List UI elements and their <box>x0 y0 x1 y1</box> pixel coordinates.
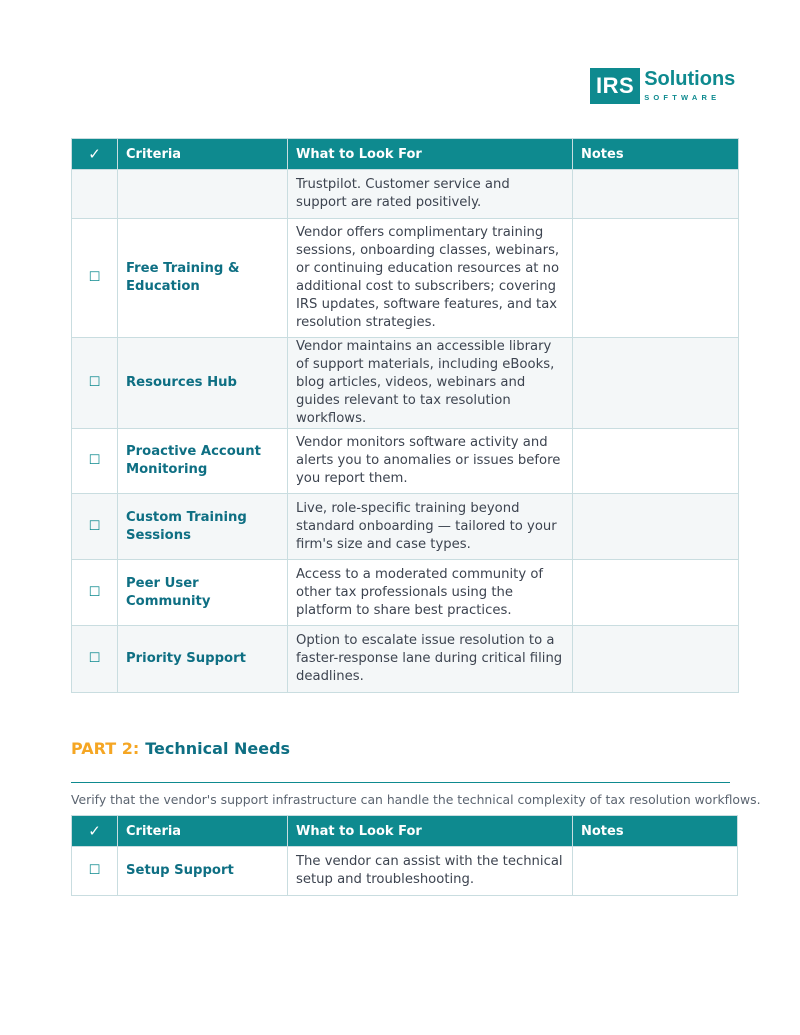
table-row <box>72 847 738 896</box>
table-header-row <box>72 139 739 170</box>
look-for-text: The vendor can assist with the technical setup and troubleshooting. <box>288 847 573 896</box>
checkbox[interactable]: ☐ <box>72 494 118 560</box>
look-for-text: Live, role-specific training beyond standard onboarding — tailored to your firm's size and case types. <box>288 494 573 560</box>
criteria-label: Proactive Account Monitoring <box>118 429 288 494</box>
look-for-text: Access to a moderated community of other tax professionals using the platform to share best practices. <box>288 560 573 626</box>
table-row <box>72 494 739 560</box>
check-column-header: ✓ <box>72 139 118 170</box>
notes-cell[interactable] <box>573 560 739 626</box>
checkbox[interactable]: ☐ <box>72 626 118 693</box>
table-row <box>72 626 739 693</box>
checkbox[interactable]: ☐ <box>72 429 118 494</box>
section-heading <box>71 739 290 758</box>
notes-column-header: Notes <box>573 139 739 170</box>
look-for-text: Vendor monitors software activity and alerts you to anomalies or issues before you report them. <box>288 429 573 494</box>
irs-solutions-logo <box>590 68 735 106</box>
table-row <box>72 170 739 219</box>
table-header-row <box>72 816 738 847</box>
criteria-label: Priority Support <box>118 626 288 693</box>
table-row <box>72 429 739 494</box>
checkbox[interactable]: ☐ <box>72 847 118 896</box>
section-intro: Verify that the vendor's support infrastructure can handle the technical complexity of tax resolution workflows. <box>71 792 761 807</box>
criteria-table-part1 <box>71 138 739 693</box>
check-column-header: ✓ <box>72 816 118 847</box>
look-for-text: Vendor offers complimentary training sessions, onboarding classes, webinars, or continuing education resources at no additional cost to subscribers; covering IRS updates, software features, and tax resolution strategies. <box>288 219 573 338</box>
look-for-text: Trustpilot. Customer service and support are rated positively. <box>288 170 573 219</box>
criteria-column-header: Criteria <box>118 816 288 847</box>
notes-cell[interactable] <box>573 219 739 338</box>
criteria-label: Custom Training Sessions <box>118 494 288 560</box>
part-label: PART 2: <box>71 739 140 758</box>
look-for-column-header: What to Look For <box>288 139 573 170</box>
logo-irs-box: IRS <box>590 68 640 104</box>
logo-wordmark: Solutions <box>644 68 736 90</box>
section-divider <box>71 782 730 783</box>
criteria-table-part2 <box>71 815 738 896</box>
criteria-label: Resources Hub <box>118 338 288 429</box>
criteria-column-header: Criteria <box>118 139 288 170</box>
notes-cell[interactable] <box>573 338 739 429</box>
notes-cell[interactable] <box>573 494 739 560</box>
criteria-label: Peer User Community <box>118 560 288 626</box>
notes-cell[interactable] <box>573 170 739 219</box>
checkbox[interactable]: ☐ <box>72 560 118 626</box>
look-for-text: Option to escalate issue resolution to a faster-response lane during critical filing deadlines. <box>288 626 573 693</box>
criteria-label <box>118 170 288 219</box>
logo-subtitle: SOFTWARE <box>644 93 721 102</box>
notes-column-header: Notes <box>573 816 738 847</box>
criteria-label: Free Training & Education <box>118 219 288 338</box>
checkbox[interactable]: ☐ <box>72 219 118 338</box>
checkbox <box>72 170 118 219</box>
part-name: Technical Needs <box>145 739 291 758</box>
notes-cell[interactable] <box>573 429 739 494</box>
look-for-column-header: What to Look For <box>288 816 573 847</box>
look-for-text: Vendor maintains an accessible library of support materials, including eBooks, blog articles, videos, webinars and guides relevant to tax resolution workflows. <box>288 338 573 429</box>
table-row <box>72 338 739 429</box>
notes-cell[interactable] <box>573 847 738 896</box>
criteria-label: Setup Support <box>118 847 288 896</box>
notes-cell[interactable] <box>573 626 739 693</box>
table-row <box>72 560 739 626</box>
table-row <box>72 219 739 338</box>
checkbox[interactable]: ☐ <box>72 338 118 429</box>
